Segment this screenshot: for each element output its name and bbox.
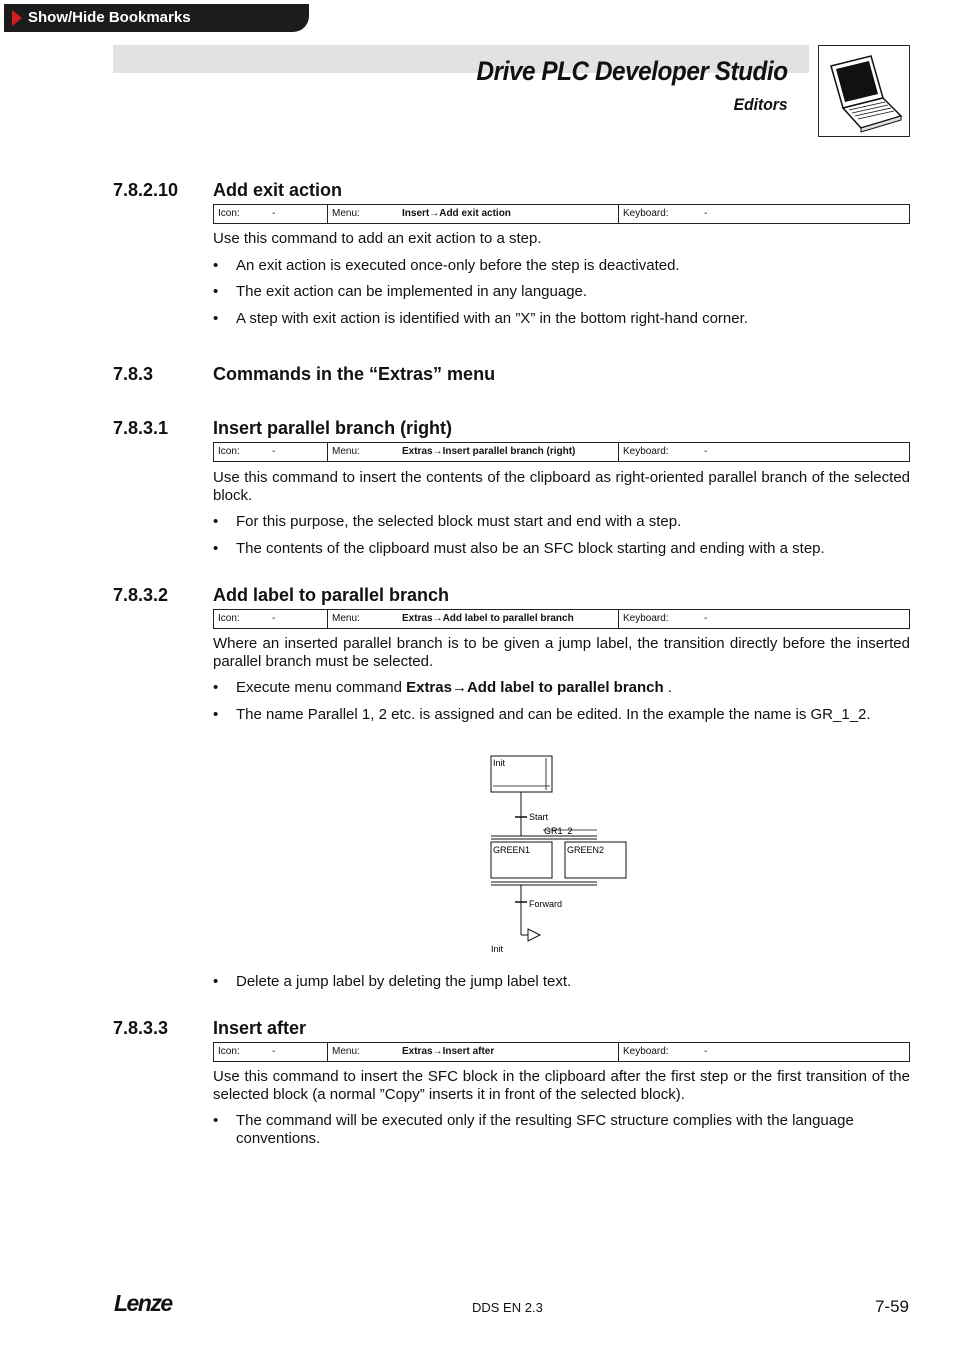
step-green1-label: GREEN1 <box>493 845 531 855</box>
icon-value: - <box>272 208 276 219</box>
menu-command: Extras→Add label to parallel branch <box>406 679 664 696</box>
section-number: 7.8.3 <box>113 364 154 384</box>
laptop-icon <box>818 45 910 137</box>
section-title: Commands in the “Extras” menu <box>213 364 496 384</box>
icon-value: - <box>272 1046 276 1057</box>
play-arrow-icon <box>12 10 22 26</box>
jump-target-label: Init <box>491 944 504 954</box>
menu-path: Insert→Add exit action <box>402 208 511 219</box>
lenze-logo: Lenze <box>114 1290 172 1316</box>
transition-forward-label: Forward <box>529 899 563 909</box>
branch-label: GR1_2 <box>544 826 573 836</box>
section-number: 7.8.3.3 <box>113 1018 169 1038</box>
menu-label: Menu: <box>332 613 360 624</box>
section-number: 7.8.2.10 <box>113 180 179 200</box>
document-title: Drive PLC Developer Studio <box>476 56 788 86</box>
keyboard-value: - <box>704 446 708 457</box>
icon-label: Icon: <box>218 208 240 219</box>
document-subtitle: Editors <box>734 95 788 114</box>
paragraph: Use this command to insert the contents of the clipboard as right-oriented parallel branch of the selected block. <box>213 469 910 504</box>
keyboard-label: Keyboard: <box>623 208 669 219</box>
section-number: 7.8.3.2 <box>113 585 169 605</box>
paragraph: Use this command to insert the SFC block in the clipboard after the first step or the first transition of the selected block (a normal ”Copy” inserts it in front of the selected block). <box>213 1068 910 1103</box>
command-bar <box>213 609 910 629</box>
keyboard-label: Keyboard: <box>623 613 669 624</box>
bookmark-tab-label: Show/Hide Bookmarks <box>28 9 191 26</box>
menu-path: Extras→Add label to parallel branch <box>402 613 574 624</box>
step-green2-label: GREEN2 <box>567 845 605 855</box>
icon-value: - <box>272 446 276 457</box>
menu-label: Menu: <box>332 1046 360 1057</box>
menu-label: Menu: <box>332 208 360 219</box>
page-number: 7-59 <box>874 1297 909 1316</box>
keyboard-value: - <box>704 208 708 219</box>
section-title: Add exit action <box>213 180 343 200</box>
icon-label: Icon: <box>218 1046 240 1057</box>
keyboard-label: Keyboard: <box>623 446 669 457</box>
menu-path: Extras→Insert parallel branch (right) <box>402 446 576 457</box>
section-title: Insert parallel branch (right) <box>213 418 453 438</box>
sfc-diagram <box>485 750 635 960</box>
transition-start-label: Start <box>529 812 549 822</box>
jump-arrow-icon <box>528 929 540 941</box>
menu-label: Menu: <box>332 446 360 457</box>
icon-label: Icon: <box>218 446 240 457</box>
keyboard-value: - <box>704 613 708 624</box>
section-title: Add label to parallel branch <box>213 585 450 605</box>
command-bar <box>213 1042 910 1062</box>
document-id: DDS EN 2.3 <box>472 1300 543 1315</box>
keyboard-value: - <box>704 1046 708 1057</box>
command-bar <box>213 442 910 462</box>
paragraph: Where an inserted parallel branch is to be given a jump label, the transition directly before the inserted parallel branch must be selected. <box>213 635 910 670</box>
icon-value: - <box>272 613 276 624</box>
paragraph: Use this command to add an exit action to a step. <box>213 230 542 247</box>
keyboard-label: Keyboard: <box>623 1046 669 1057</box>
section-title: Insert after <box>213 1018 307 1038</box>
icon-label: Icon: <box>218 613 240 624</box>
section-number: 7.8.3.1 <box>113 418 169 438</box>
show-hide-bookmarks-button[interactable] <box>4 4 309 32</box>
init-step-label: Init <box>493 758 506 768</box>
command-bar <box>213 204 910 224</box>
menu-path: Extras→Insert after <box>402 1046 495 1057</box>
